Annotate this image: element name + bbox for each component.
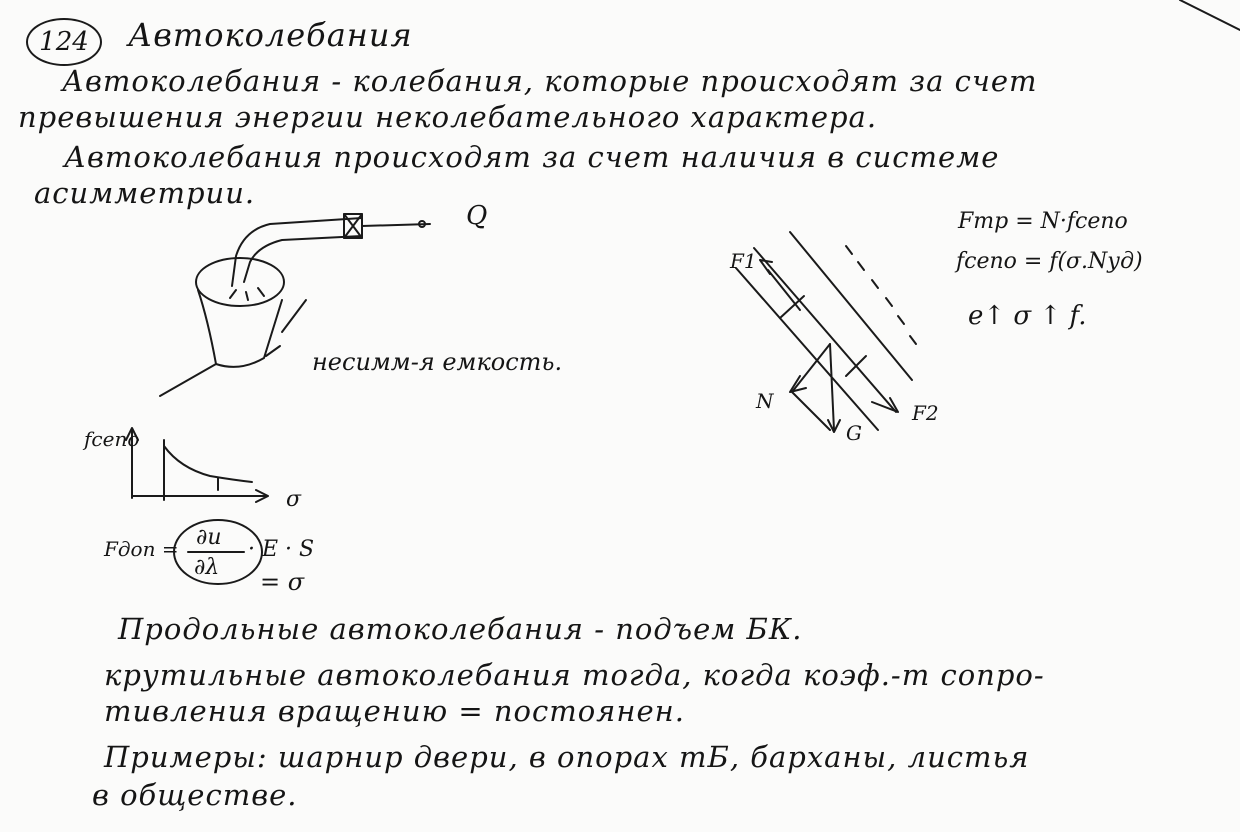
friction-graph [126, 428, 268, 502]
pipe-inlet-lower [244, 236, 362, 282]
n-g-vectors [792, 344, 830, 430]
asymmetry-line-2: асимметрии. [34, 176, 256, 210]
vessel-top [196, 258, 284, 306]
examples-line-2: в обществе. [92, 778, 298, 812]
support-line [282, 300, 306, 332]
formula-under: = σ [260, 568, 305, 596]
formula-denominator: ∂λ [194, 555, 220, 580]
wall-hatching [846, 246, 916, 344]
asymmetry-line-1: Автоколебания происходят за счет наличия в системе [64, 140, 1000, 174]
graph-curve [164, 446, 252, 482]
f1-arrow [768, 270, 800, 310]
torsional-line-2: тивления вращению = постоянен. [104, 694, 685, 728]
formula-numerator: ∂u [196, 525, 222, 550]
formula-right: · E · S [248, 537, 315, 562]
friction-equation-1: Fтр = N·fсeno [958, 209, 1128, 234]
graph-x-label: σ [286, 487, 302, 512]
friction-equation-2: fсeno = f(σ.Nуд) [956, 249, 1143, 274]
graph-x-axis [132, 490, 268, 502]
friction-equation-3: e↑ σ ↑ f. [968, 301, 1087, 331]
n-label: N [756, 389, 774, 413]
definition-line-1: Автоколебания - колебания, которые происходят за счет [62, 64, 1038, 98]
page-title: Автоколебания [128, 16, 413, 54]
examples-line-1: Примеры: шарнир двери, в опорах тБ, барханы, листья [104, 740, 1030, 774]
formula-left: Fдоп = [104, 537, 179, 561]
page-number-circle: 124 [26, 18, 102, 66]
f2-label: F2 [912, 401, 939, 425]
definition-line-2: превышения энергии неколебательного характера. [18, 100, 878, 134]
vessel-marks [230, 288, 264, 300]
vessel-label: несимм-я емкость. [312, 348, 563, 376]
torsional-line-1: крутильные автоколебания тогда, когда коэф.-т сопро- [104, 658, 1045, 692]
page-corner-line [1180, 0, 1240, 30]
pipe-inlet [232, 218, 362, 286]
graph-y-label: fсeno [84, 427, 140, 451]
support-leg [160, 364, 216, 396]
rod-line-1 [754, 248, 896, 412]
g-arrow [828, 344, 840, 432]
g-label: G [846, 421, 862, 445]
q-label: Q [466, 201, 488, 231]
longitudinal-line: Продольные автоколебания - подъем БК. [118, 612, 803, 646]
f1-label: F1 [730, 249, 757, 273]
vessel-body [198, 290, 282, 367]
